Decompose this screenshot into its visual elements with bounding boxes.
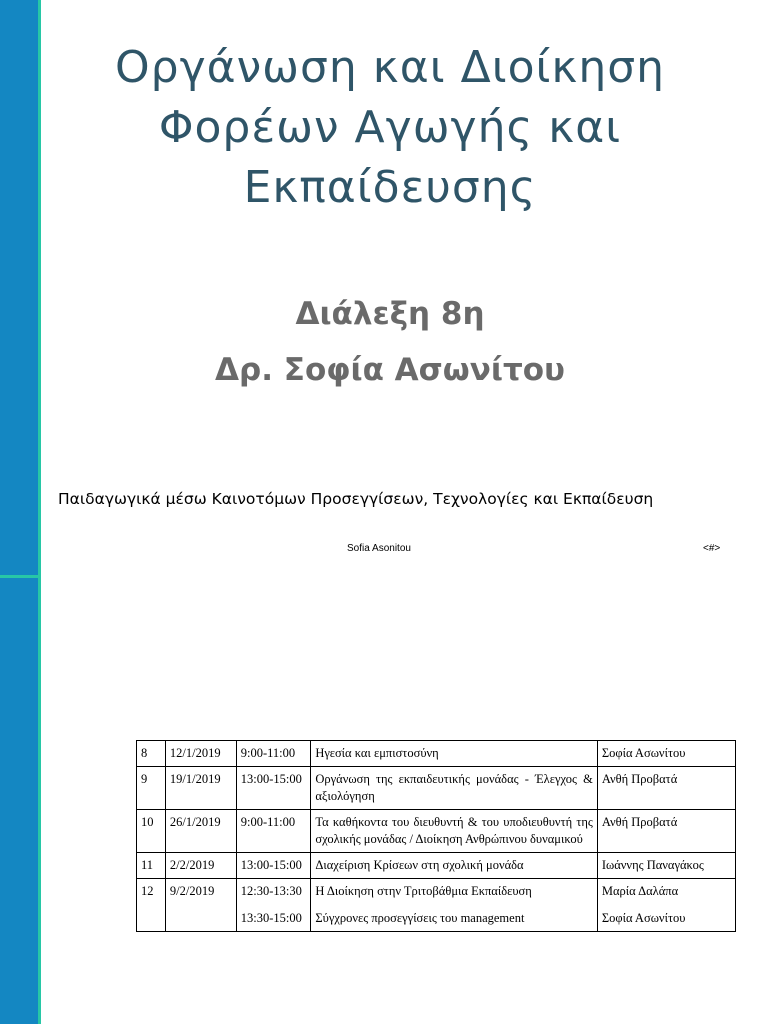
- cell-date: 9/2/2019: [165, 879, 236, 932]
- cell-num: 10: [137, 810, 166, 853]
- cell-time: 13:00-15:00: [236, 767, 311, 810]
- cell-num: 9: [137, 767, 166, 810]
- footer-page-number: <#>: [703, 543, 721, 554]
- cell-num: 12: [137, 879, 166, 932]
- cell-speaker: Ανθή Προβατά: [597, 810, 735, 853]
- table-row: [137, 879, 736, 932]
- sidebar-bottom: [0, 578, 41, 1024]
- course-name: Παιδαγωγικά μέσω Καινοτόμων Προσεγγίσεων, Τεχνολογίες και Εκπαίδευση: [58, 490, 654, 508]
- speaker-1: Μαρία Δαλάπα: [601, 884, 679, 898]
- cell-speaker: Ανθή Προβατά: [597, 767, 735, 810]
- table-row: [137, 853, 736, 879]
- table-row: [137, 741, 736, 767]
- title-line-2: Φορέων Αγωγής και: [158, 102, 622, 153]
- cell-time: 13:00-15:00: [236, 853, 311, 879]
- cell-time: 9:00-11:00: [236, 741, 311, 767]
- cell-topic: Διαχείριση Κρίσεων στη σχολική μονάδα: [311, 853, 597, 879]
- cell-num: 11: [137, 853, 166, 879]
- slide-title: [60, 38, 720, 218]
- table-row: [137, 810, 736, 853]
- cell-speaker: Ιωάννης Παναγάκος: [597, 853, 735, 879]
- cell-speaker: [597, 879, 735, 932]
- cell-speaker: Σοφία Ασωνίτου: [597, 741, 735, 767]
- cell-time: 9:00-11:00: [236, 810, 311, 853]
- title-line-3: Εκπαίδευσης: [243, 162, 537, 213]
- schedule-table: [136, 740, 736, 932]
- lecture-number: Διάλεξη 8η: [295, 296, 485, 332]
- cell-time: [236, 879, 311, 932]
- topic-1: Η Διοίκηση στην Τριτοβάθμια Εκπαίδευση: [315, 884, 532, 898]
- cell-date: 26/1/2019: [165, 810, 236, 853]
- topic-2: Σύγχρονες προσεγγίσεις του management: [315, 911, 525, 925]
- cell-topic: Τα καθήκοντα του διευθυντή & του υποδιευθυντή της σχολικής μονάδας / Διοίκηση Ανθρώπινου δυναμικού: [311, 810, 597, 853]
- cell-topic: Ηγεσία και εμπιστοσύνη: [311, 741, 597, 767]
- time-slot-2: 13:30-15:00: [240, 911, 302, 925]
- title-line-1: Οργάνωση και Διοίκηση: [115, 42, 665, 93]
- cell-topic: Οργάνωση της εκπαιδευτικής μονάδας - Έλεγχος & αξιολόγηση: [311, 767, 597, 810]
- cell-date: 2/2/2019: [165, 853, 236, 879]
- cell-date: 19/1/2019: [165, 767, 236, 810]
- table-row: [137, 767, 736, 810]
- cell-date: 12/1/2019: [165, 741, 236, 767]
- time-slot-1: 12:30-13:30: [240, 884, 302, 898]
- footer-author: Sofia Asonitou: [347, 543, 411, 554]
- cell-num: 8: [137, 741, 166, 767]
- speaker-2: Σοφία Ασωνίτου: [601, 911, 686, 925]
- cell-topic: [311, 879, 597, 932]
- lecturer-name: Δρ. Σοφία Ασωνίτου: [215, 352, 565, 388]
- sidebar-top: [0, 0, 41, 575]
